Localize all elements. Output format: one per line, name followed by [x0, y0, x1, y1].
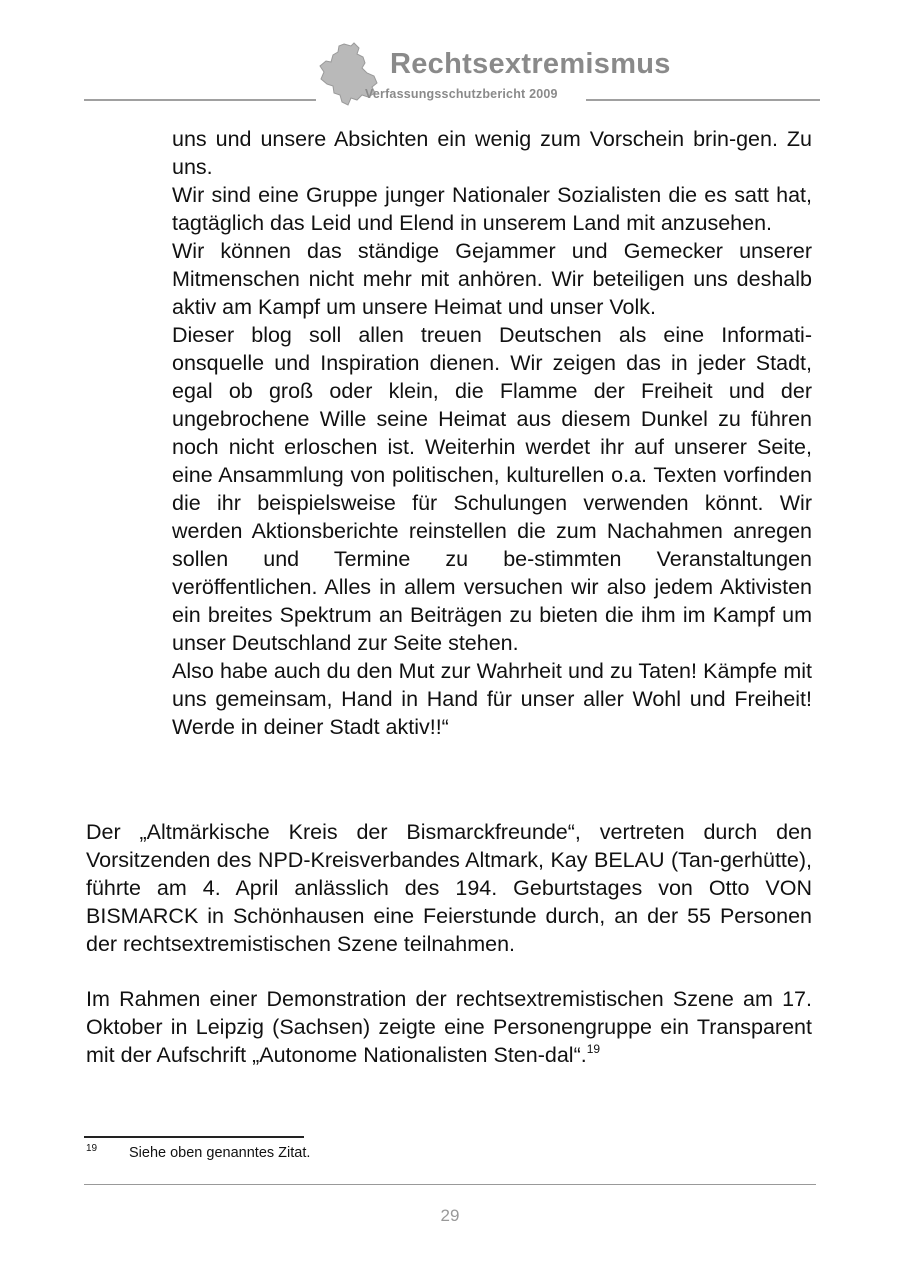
header-rule-right: [586, 99, 820, 101]
footnote-reference[interactable]: 19: [586, 1042, 601, 1056]
quoted-text-block: [172, 125, 812, 741]
quote-paragraph: Dieser blog soll allen treuen Deutschen als eine Informati-onsquelle und Inspiration dienen. Wir zeigen das in jeder Stadt, egal ob groß oder klein, die Flamme der Freiheit und der ungebrochene Wille seine Heimat aus diesem Dunkel zu führen noch nicht erloschen ist. Weiterhin werdet ihr auf unserer Seite, eine Ansammlung von politischen, kulturellen o.a. Texten vorfinden die ihr beispielsweise für Schulungen verwenden könnt. Wir werden Aktionsberichte reinstellen die zum Nachahmen anregen sollen und Termine zu be-stimmten Veranstaltungen veröffentlichen. Alles in allem versuchen wir also jedem Aktivisten ein breites Spektrum an Beiträgen zu bieten die ihm im Kampf um unser Deutschland zur Seite stehen.: [172, 323, 812, 655]
footnote-number: 19: [86, 1143, 98, 1154]
body-paragraph-text: Im Rahmen einer Demonstration der rechtsextremistischen Szene am 17. Oktober in Leipzig (Sachsen) zeigte eine Personengruppe ein Transparent mit der Aufschrift „Autonome Nationalisten Sten-dal“.: [86, 987, 812, 1067]
footnote-text: Siehe oben genanntes Zitat.: [129, 1145, 311, 1161]
footer-rule: [84, 1184, 816, 1185]
header-title: Rechtsextremismus: [390, 48, 671, 80]
quote-paragraph: Also habe auch du den Mut zur Wahrheit und zu Taten! Kämpfe mit uns gemeinsam, Hand in Hand für unser aller Wohl und Freiheit! Werde in deiner Stadt aktiv!!“: [172, 659, 812, 739]
header-subtitle: Verfassungsschutzbericht 2009: [365, 87, 558, 101]
body-paragraph-bismarck: Der „Altmärkische Kreis der Bismarckfreunde“, vertreten durch den Vorsitzenden des NPD-Kreisverbandes Altmark, Kay BELAU (Tan-gerhütte), führte am 4. April anlässlich des 194. Geburtstages von Otto VON BISMARCK in Schönhausen eine Feierstunde durch, an der 55 Personen der rechtsextremistischen Szene teilnahmen.: [86, 820, 812, 956]
quote-paragraph: Wir sind eine Gruppe junger Nationaler Sozialisten die es satt hat, tagtäglich das Leid und Elend in unserem Land mit anzusehen.: [172, 183, 812, 235]
header-rule-left: [84, 99, 316, 101]
page-header: [0, 0, 900, 110]
page-number: 29: [440, 1206, 460, 1225]
body-paragraph-leipzig: [86, 985, 812, 1069]
quote-paragraph: uns und unsere Absichten ein wenig zum Vorschein brin-gen. Zu uns.: [172, 127, 812, 179]
quote-paragraph: Wir können das ständige Gejammer und Gemecker unserer Mitmenschen nicht mehr mit anhören. Wir beteiligen uns deshalb aktiv am Kampf um unsere Heimat und unser Volk.: [172, 239, 812, 319]
footnote-separator: [84, 1136, 304, 1138]
